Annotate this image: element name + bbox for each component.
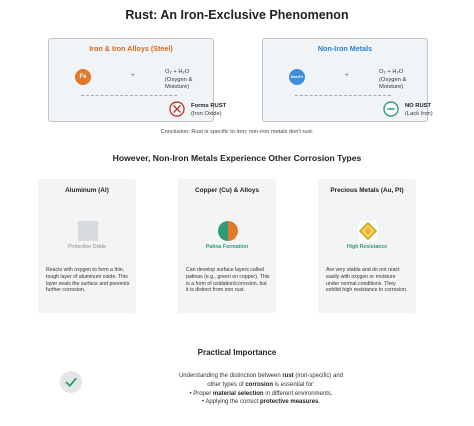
- no-entry-icon: [169, 101, 185, 117]
- practical-line-1: [142, 372, 380, 381]
- material-selection-term: material selection: [212, 390, 264, 397]
- practical-line-2: [142, 381, 380, 390]
- check-icon: [60, 371, 82, 393]
- aluminum-card: [38, 179, 136, 313]
- patina-half: [218, 221, 228, 241]
- non-iron-dashed-connector: [295, 95, 391, 96]
- copper-card-title: Copper (Cu) & Alloys: [194, 187, 260, 194]
- non-iron-reactant-desc: (Oxygen & Moisture): [379, 76, 407, 90]
- iron-reactant-desc: (Oxygen & Moisture): [165, 76, 193, 90]
- precious-metals-card: [318, 179, 416, 313]
- precious-metals-card-label: High Resistance: [346, 244, 388, 250]
- practical-bullet-2: [142, 398, 380, 407]
- practical-bullet-1: [142, 390, 380, 399]
- patina-icon: [218, 221, 238, 241]
- page-title: Rust: An Iron-Exclusive Phenomenon: [125, 8, 349, 22]
- protective-measures-term: protective measures: [260, 399, 319, 406]
- section-subtitle: However, Non-Iron Metals Experience Other Corrosion Types: [112, 153, 362, 163]
- precious-metals-card-title: Precious Metals (Au, Pt): [330, 187, 404, 194]
- practical-line-2-a: other types of: [207, 381, 246, 388]
- iron-dashed-connector: [81, 95, 177, 96]
- practical-line-1-a: Understanding the distinction between: [178, 373, 283, 379]
- copper-card-label: Patina Formation: [205, 244, 249, 250]
- iron-symbol: Fe: [75, 69, 91, 85]
- minus-circle-icon: [383, 101, 399, 117]
- non-iron-symbol: NonFe: [289, 69, 305, 85]
- copper-card-desc: Can develop surface layers called patinas (e.g., green on copper). This is a form of oxidation/corrosion, but it is distinct from iron rust.: [186, 267, 270, 294]
- aluminum-card-desc: Reacts with oxygen to form a thin, tough layer of aluminum oxide. This layer seals the surface and prevents further corrosion.: [46, 267, 130, 294]
- non-iron-plus: +: [345, 72, 349, 79]
- iron-result: [191, 103, 226, 119]
- iron-panel-heading: Iron & Iron Alloys (Steel): [89, 44, 173, 53]
- corrosion-term: corrosion: [245, 381, 273, 388]
- non-iron-reactant-formula: O₂ + H₂O: [379, 69, 404, 75]
- iron-panel: [48, 38, 227, 122]
- practical-bullet-2-c: .: [318, 399, 321, 406]
- non-iron-reactants: [379, 69, 427, 92]
- practical-bullet-2-a: • Applying the correct: [201, 399, 261, 406]
- iron-plus: +: [131, 72, 135, 79]
- iron-result-sub: (Iron Oxide): [191, 110, 222, 117]
- practical-heading: Practical Importance: [197, 348, 277, 357]
- copper-card: [178, 179, 276, 313]
- practical-bullet-1-a: • Proper: [189, 390, 213, 397]
- precious-metals-card-desc: Are very stable and do not react easily with oxygen or moisture under normal conditions. They exhibit high resistance to corrosion.: [326, 267, 408, 294]
- non-iron-result-sub: (Lack Iron): [405, 110, 433, 117]
- iron-reactant-formula: O₂ + H₂O: [165, 69, 190, 75]
- aluminum-card-title: Aluminum (Al): [65, 187, 109, 194]
- iron-reactants: [165, 69, 213, 92]
- iron-result-main: Forms RUST: [191, 103, 227, 109]
- oxide-layer-icon: [78, 221, 98, 241]
- practical-bullet-1-c: in different environments.: [263, 390, 333, 397]
- gold-diamond-icon: [358, 221, 378, 241]
- non-iron-panel: [262, 38, 433, 122]
- practical-line-2-c: is essential for:: [273, 381, 315, 388]
- non-iron-result: [405, 103, 433, 119]
- aluminum-card-label: Protective Oxide: [67, 244, 107, 250]
- non-iron-result-main: NO RUST: [405, 103, 432, 109]
- non-iron-panel-heading: Non-Iron Metals: [317, 44, 373, 53]
- rust-term: rust: [282, 373, 294, 379]
- copper-half: [228, 221, 238, 241]
- practical-line-1-c: (iron-specific) and: [293, 373, 344, 379]
- practical-text: [142, 372, 380, 407]
- conclusion-text: Conclusion: Rust is specific to iron; non-iron metals don't rust.: [160, 129, 314, 135]
